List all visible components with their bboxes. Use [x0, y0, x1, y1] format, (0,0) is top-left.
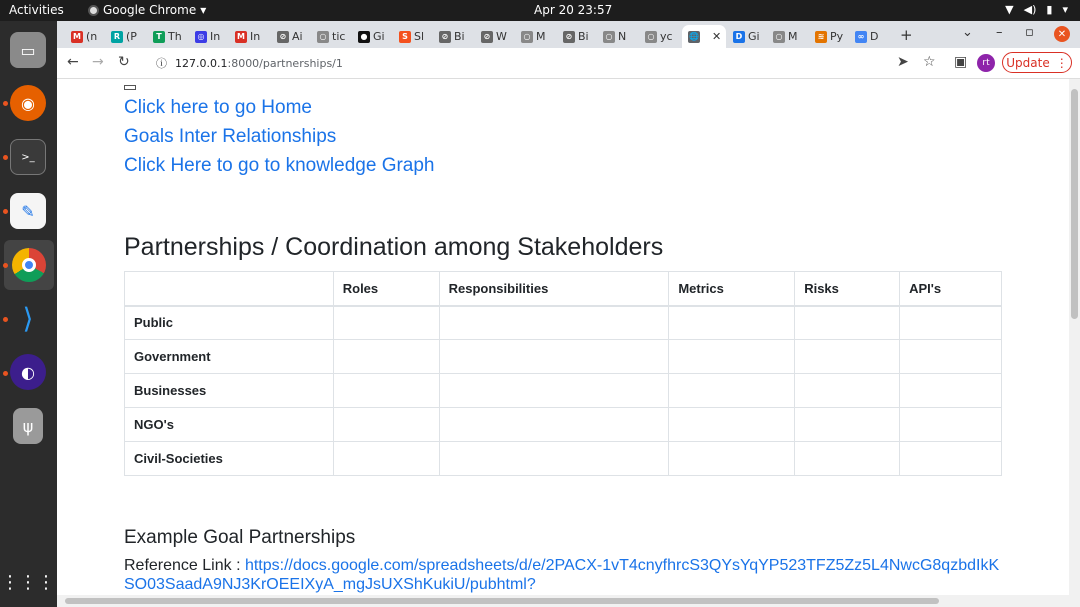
table-cell	[900, 306, 1002, 340]
tab-favicon-icon: ∞	[855, 31, 867, 43]
browser-toolbar	[57, 48, 1080, 79]
tab-label: Bi	[578, 30, 589, 43]
tab-label: In	[250, 30, 261, 43]
table-cell	[439, 306, 669, 340]
running-indicator	[3, 155, 8, 160]
kebab-menu-icon: ⋮	[1055, 55, 1068, 70]
profile-avatar[interactable]: rt	[977, 54, 995, 72]
table-cell	[669, 442, 795, 476]
terminal-icon[interactable]: >_	[10, 139, 46, 175]
browser-tab[interactable]	[557, 25, 597, 48]
activities-button[interactable]: Activities	[9, 3, 64, 17]
partnerships-table	[124, 271, 1002, 476]
volume-icon: ◀)	[1023, 3, 1037, 16]
tab-favicon-icon: M	[235, 31, 247, 43]
app-menu[interactable]	[88, 3, 206, 17]
tab-label: (n	[86, 30, 98, 43]
browser-tab[interactable]	[433, 25, 473, 48]
row-label: Businesses	[125, 374, 334, 408]
reference-label: Reference Link :	[124, 557, 245, 574]
system-top-bar	[0, 0, 1080, 21]
tab-favicon-icon: ○	[521, 31, 533, 43]
browser-tab[interactable]	[147, 25, 187, 48]
vscode-icon[interactable]: ⟩	[22, 301, 34, 335]
tab-label: Ai	[292, 30, 303, 43]
tab-label: Gi	[373, 30, 385, 43]
broken-image-icon	[124, 85, 136, 90]
tab-label: N	[618, 30, 627, 43]
restore-button[interactable]: ▫	[1025, 25, 1034, 40]
table-cell	[439, 374, 669, 408]
usb-drive-icon[interactable]: ψ	[13, 408, 43, 444]
tab-favicon-icon: ○	[773, 31, 785, 43]
text-editor-icon[interactable]: ✎	[10, 193, 46, 229]
chrome-icon	[12, 248, 46, 282]
table-cell	[669, 374, 795, 408]
row-label: Government	[125, 340, 334, 374]
horizontal-scrollbar[interactable]	[57, 595, 1080, 607]
table-cell	[333, 442, 439, 476]
tab-favicon-icon: ○	[317, 31, 329, 43]
home-link[interactable]: Click here to go Home	[124, 97, 312, 118]
firefox-icon[interactable]: ◉	[10, 85, 46, 121]
browser-tab[interactable]	[352, 25, 392, 48]
scrollbar-thumb[interactable]	[65, 598, 939, 604]
tab-search-icon[interactable]: ⌄	[962, 25, 973, 40]
wifi-icon: ▼	[1005, 3, 1014, 16]
table-cell	[333, 374, 439, 408]
tab-favicon-icon: ≋	[815, 31, 827, 43]
table-cell	[795, 374, 900, 408]
browser-tab[interactable]	[475, 25, 515, 48]
url-path: :8000/partnerships/1	[227, 56, 343, 70]
table-cell	[900, 408, 1002, 442]
browser-tab[interactable]	[727, 25, 767, 48]
browser-tab[interactable]	[311, 25, 351, 48]
table-cell	[439, 340, 669, 374]
tab-favicon-icon: D	[733, 31, 745, 43]
example-heading: Example Goal Partnerships	[124, 527, 356, 548]
bookmark-star-icon[interactable]: ☆	[923, 54, 936, 70]
tab-favicon-icon: ⊘	[277, 31, 289, 43]
back-button[interactable]: ←	[67, 54, 79, 70]
chevron-down-icon: ▾	[200, 3, 207, 17]
page-viewport	[57, 79, 1069, 595]
header-metrics: Metrics	[669, 272, 795, 306]
tab-label: Gi	[748, 30, 760, 43]
tab-favicon-icon: 🌐	[689, 32, 699, 41]
browser-tab[interactable]	[809, 25, 849, 48]
browser-tab[interactable]	[65, 25, 105, 48]
table-row	[125, 306, 1002, 340]
header-corner	[125, 272, 334, 306]
tab-label: D	[870, 30, 879, 43]
table-cell	[333, 408, 439, 442]
table-row	[125, 442, 1002, 476]
reference-line	[124, 556, 1004, 594]
browser-tab[interactable]	[393, 25, 433, 48]
table-cell	[795, 442, 900, 476]
url-host: 127.0.0.1	[175, 56, 228, 70]
tab-favicon-icon: ⊘	[439, 31, 451, 43]
browser-tab[interactable]	[849, 25, 889, 48]
tab-active[interactable]	[682, 25, 726, 48]
table-cell	[795, 340, 900, 374]
header-risks: Risks	[795, 272, 900, 306]
side-panel-icon[interactable]: ▣	[954, 54, 968, 70]
running-indicator	[3, 209, 8, 214]
tab-label: Th	[168, 30, 182, 43]
app-name: Google Chrome	[103, 3, 197, 17]
update-label: Update	[1006, 55, 1050, 70]
files-icon[interactable]: ▭	[10, 32, 46, 68]
forward-button[interactable]: →	[92, 54, 104, 70]
chrome-dock-item[interactable]	[4, 240, 54, 290]
scrollbar-thumb[interactable]	[1071, 89, 1078, 319]
browser-tab[interactable]	[515, 25, 555, 48]
clock[interactable]: Apr 20 23:57	[534, 3, 613, 17]
browser-tab[interactable]	[597, 25, 637, 48]
send-tab-icon[interactable]: ➤	[897, 54, 909, 70]
tab-favicon-icon: T	[153, 31, 165, 43]
tab-favicon-icon: ●	[358, 31, 370, 43]
running-indicator	[3, 317, 8, 322]
tab-label: yc	[660, 30, 673, 43]
tab-label: W	[496, 30, 507, 43]
minimize-button[interactable]: –	[996, 25, 1003, 40]
table-cell	[900, 374, 1002, 408]
tab-favicon-icon: ○	[645, 31, 657, 43]
address-bar[interactable]	[148, 51, 888, 75]
tab-label: M	[788, 30, 798, 43]
running-indicator	[3, 371, 8, 376]
browser-tab[interactable]	[271, 25, 311, 48]
close-tab-icon[interactable]: ✕	[712, 30, 722, 43]
update-button[interactable]	[1002, 52, 1072, 73]
info-icon[interactable]: ⓘ	[156, 57, 167, 70]
system-tray[interactable]	[1005, 3, 1068, 16]
table-cell	[669, 340, 795, 374]
tab-label: tic	[332, 30, 346, 43]
table-cell	[439, 442, 669, 476]
app-circle-icon[interactable]: ◐	[10, 354, 46, 390]
running-indicator	[3, 101, 8, 106]
table-cell	[669, 408, 795, 442]
table-row	[125, 340, 1002, 374]
header-roles: Roles	[333, 272, 439, 306]
browser-tab[interactable]	[229, 25, 269, 48]
battery-icon: ▮	[1046, 3, 1053, 16]
tab-favicon-icon: ○	[603, 31, 615, 43]
tab-favicon-icon: ⊘	[563, 31, 575, 43]
row-label: NGO's	[125, 408, 334, 442]
tab-favicon-icon: S	[399, 31, 411, 43]
reload-button[interactable]: ↻	[118, 54, 130, 70]
tab-label: Py	[830, 30, 844, 43]
chrome-app-icon	[88, 5, 99, 16]
tab-favicon-icon: M	[71, 31, 83, 43]
tab-favicon-icon: R	[111, 31, 123, 43]
new-tab-button[interactable]: +	[900, 26, 913, 44]
header-apis: API's	[900, 272, 1002, 306]
browser-tab[interactable]	[639, 25, 679, 48]
show-apps-icon[interactable]: ⋮⋮⋮	[1, 571, 55, 593]
reference-link[interactable]: https://docs.google.com/spreadsheets/d/e/2PACX-1vT4cnyfhrcS3QYsYqYP523TFZ5Zz5L4NwcG8qzbdIkKSO03SaadA9NJ3KrOEEIXyA_mgJsUXShKukiU/pubhtml?	[124, 557, 1000, 593]
table-cell	[795, 408, 900, 442]
tab-strip	[57, 21, 1080, 48]
tab-label: Sl	[414, 30, 425, 43]
table-cell	[333, 306, 439, 340]
tab-label: M	[536, 30, 546, 43]
browser-tab[interactable]	[105, 25, 145, 48]
browser-tab[interactable]	[189, 25, 229, 48]
running-indicator	[3, 263, 8, 268]
vertical-scrollbar[interactable]	[1069, 79, 1080, 595]
knowledge-graph-link[interactable]: Click Here to go to knowledge Graph	[124, 155, 435, 176]
table-row	[125, 408, 1002, 442]
tab-favicon-icon: ⊘	[481, 31, 493, 43]
goals-inter-relationships-link[interactable]: Goals Inter Relationships	[124, 126, 337, 147]
tab-favicon-icon: ◎	[195, 31, 207, 43]
row-label: Civil-Societies	[125, 442, 334, 476]
table-cell	[900, 340, 1002, 374]
table-cell	[669, 306, 795, 340]
table-cell	[900, 442, 1002, 476]
page-title: Partnerships / Coordination among Stakeholders	[124, 233, 664, 261]
table-cell	[795, 306, 900, 340]
header-responsibilities: Responsibilities	[439, 272, 669, 306]
table-header-row	[125, 272, 1002, 306]
tab-label: In	[210, 30, 221, 43]
dock	[0, 21, 57, 607]
table-cell	[439, 408, 669, 442]
row-label: Public	[125, 306, 334, 340]
browser-tab[interactable]	[767, 25, 807, 48]
power-menu-icon: ▾	[1062, 3, 1068, 16]
tab-label: (P	[126, 30, 137, 43]
tab-label: Bi	[454, 30, 465, 43]
table-row	[125, 374, 1002, 408]
table-cell	[333, 340, 439, 374]
close-window-button[interactable]: ✕	[1054, 26, 1070, 42]
